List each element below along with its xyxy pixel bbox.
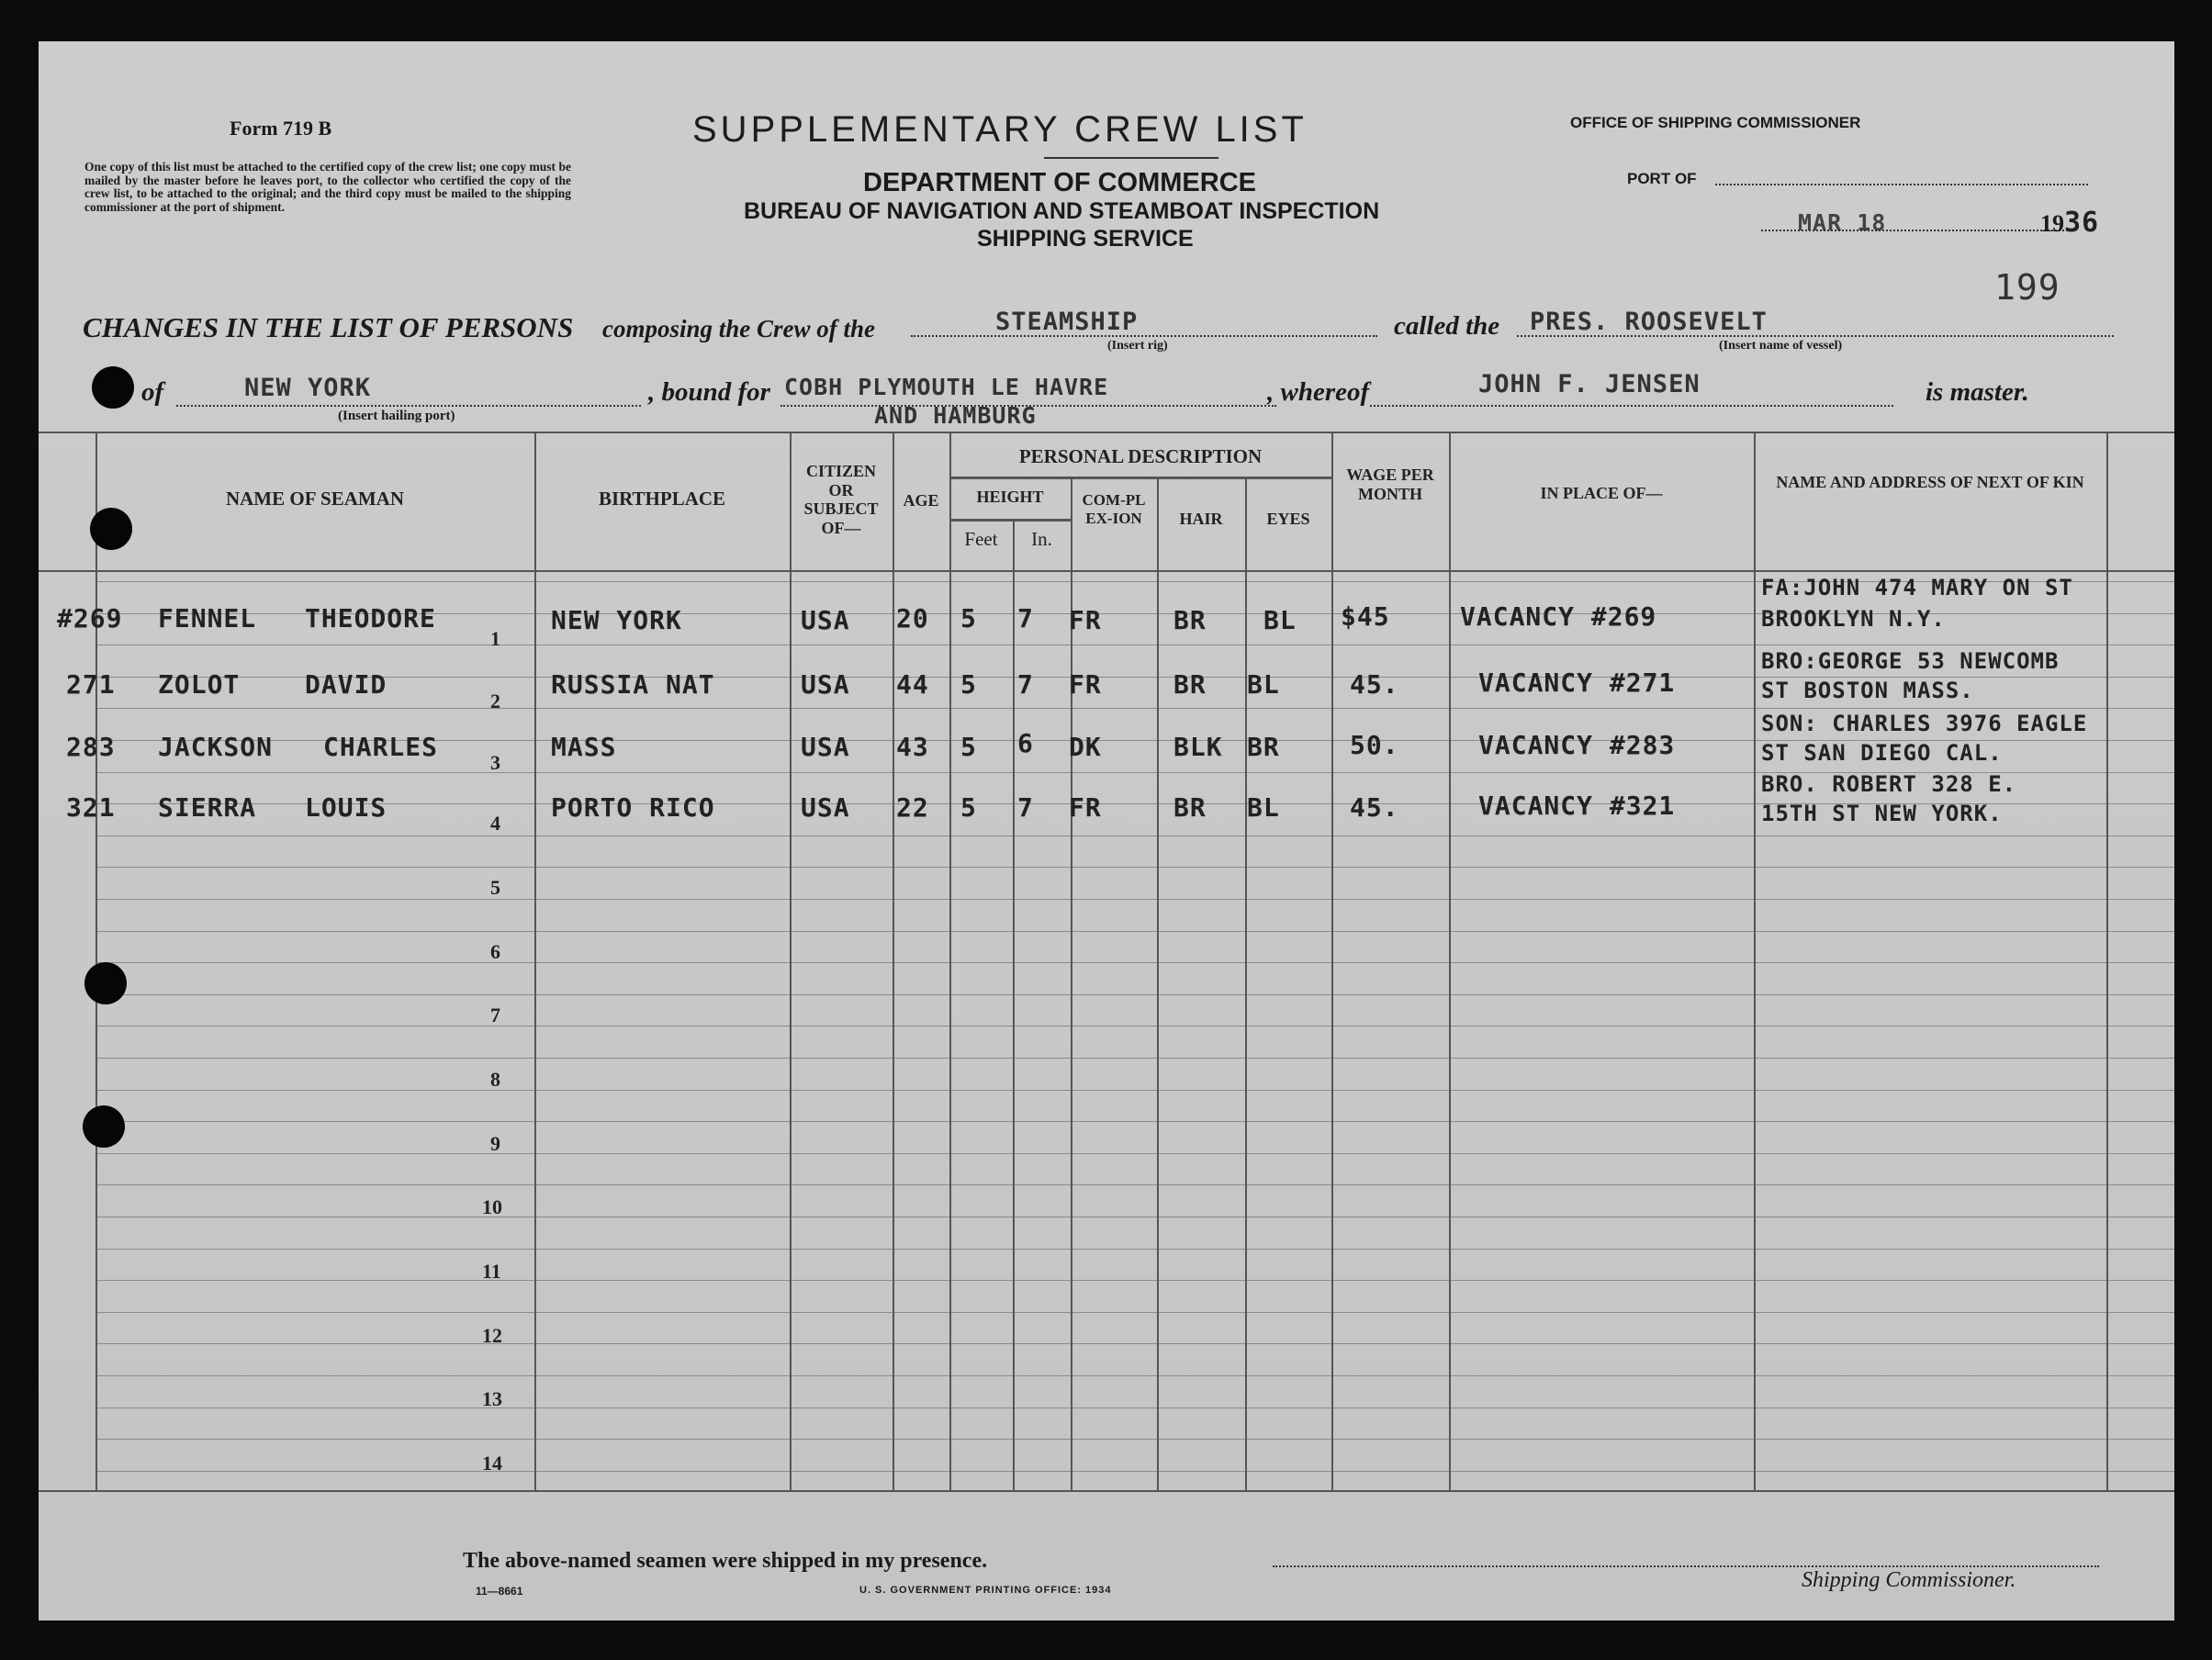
ruled-line (95, 1090, 2174, 1091)
row-number: 9 (490, 1132, 500, 1155)
seaman-surname: JACKSON (158, 732, 274, 762)
seaman-given-name: CHARLES (323, 732, 439, 762)
year-suffix: 36 (2064, 207, 2100, 239)
punch-hole (92, 366, 134, 409)
seaman-surname: SIERRA (158, 792, 257, 823)
row-number: 5 (490, 876, 500, 899)
punch-hole (90, 508, 132, 550)
bound-label: , bound for (648, 377, 770, 407)
seaman-surname: FENNEL (158, 603, 257, 634)
age: 44 (896, 669, 929, 700)
height-inches: 6 (1017, 728, 1034, 758)
hair: BR (1173, 669, 1207, 700)
date-stamp: MAR 18 (1798, 209, 1887, 236)
header-in-place-of: IN PLACE OF— (1540, 484, 1663, 502)
col-rule-right (2106, 432, 2108, 1490)
year-prefix: 19 (2040, 210, 2064, 237)
date-line (1761, 230, 2064, 231)
seaman-id: 271 (66, 669, 116, 700)
seaman-id: 321 (66, 792, 116, 823)
service-heading: SHIPPING SERVICE (977, 226, 1194, 252)
complexion: FR (1069, 792, 1102, 823)
vessel-name: PRES. ROOSEVELT (1530, 308, 1768, 336)
next-of-kin-line-2: ST BOSTON MASS. (1761, 678, 1974, 703)
ruled-line (95, 994, 2174, 995)
next-of-kin-line-2: ST SAN DIEGO CAL. (1761, 740, 2003, 766)
height-inches: 7 (1017, 669, 1034, 700)
wage: $45 (1341, 601, 1390, 632)
row-number: 14 (482, 1452, 502, 1475)
hair: BLK (1173, 732, 1223, 762)
ruled-line (95, 1343, 2174, 1344)
col-rule-eyes (1245, 478, 1247, 1490)
ruled-line (95, 1312, 2174, 1313)
ruled-line (95, 1375, 2174, 1376)
col-rule-age (893, 432, 894, 1490)
height-feet: 5 (960, 669, 977, 700)
col-rule-feet (949, 432, 951, 1490)
in-place-of: VACANCY #269 (1460, 601, 1657, 632)
seaman-given-name: LOUIS (305, 792, 387, 823)
in-place-of: VACANCY #283 (1478, 730, 1676, 760)
birthplace: RUSSIA NAT (551, 669, 715, 700)
rig-line (911, 335, 1377, 337)
rig-hint: (Insert rig) (1107, 339, 1168, 353)
header-eyes: EYES (1266, 510, 1310, 528)
row-number: 11 (482, 1260, 501, 1283)
signature-line (1273, 1565, 2099, 1567)
master-name: JOHN F. JENSEN (1478, 370, 1701, 398)
wage: 50. (1350, 730, 1399, 760)
form-number: Form 719 B (230, 117, 332, 140)
col-rule-birthplace (534, 432, 536, 1490)
eyes: BL (1247, 792, 1280, 823)
in-place-of: VACANCY #321 (1478, 791, 1676, 821)
height-feet: 5 (960, 792, 977, 823)
col-rule-wage (1331, 432, 1333, 1490)
ruled-line (95, 931, 2174, 932)
bound-for-line-2: AND HAMBURG (874, 402, 1037, 429)
age: 20 (896, 603, 929, 634)
table-top-border (39, 432, 2174, 433)
row-number: 12 (482, 1324, 502, 1347)
col-rule-left (95, 432, 97, 1490)
seaman-given-name: DAVID (305, 669, 387, 700)
col-rule-citizen (790, 432, 792, 1490)
master-line (1370, 405, 1893, 407)
row-number: 3 (490, 751, 500, 774)
whereof-label: , whereof (1267, 377, 1370, 407)
header-hair: HAIR (1179, 510, 1223, 528)
birthplace: PORTO RICO (551, 792, 715, 823)
home-port: NEW YORK (244, 374, 372, 402)
row-number: 1 (490, 627, 500, 650)
home-port-hint: (Insert hailing port) (338, 409, 455, 423)
footer-statement: The above-named seamen were shipped in my presence. (463, 1549, 988, 1573)
col-rule-kin (1754, 432, 1756, 1490)
ruled-line (95, 1249, 2174, 1250)
complexion: DK (1069, 732, 1102, 762)
row-number: 10 (482, 1195, 502, 1218)
wage: 45. (1350, 792, 1399, 823)
sheet-number: 199 (1994, 267, 2060, 308)
port-line (1715, 184, 2088, 185)
punch-hole (83, 1105, 125, 1148)
next-of-kin-line-2: BROOKLYN N.Y. (1761, 606, 1946, 632)
ruled-line (95, 1184, 2174, 1185)
ruled-line (95, 1471, 2174, 1472)
printer-credit: U. S. GOVERNMENT PRINTING OFFICE: 1934 (859, 1585, 1112, 1596)
header-feet: Feet (964, 528, 998, 550)
of-label: of (141, 377, 164, 407)
header-age: AGE (903, 491, 939, 510)
height-rule (949, 519, 1071, 522)
changes-label: CHANGES IN THE LIST OF PERSONS (83, 311, 574, 343)
header-personal-description: PERSONAL DESCRIPTION (1018, 445, 1263, 467)
form-code: 11—8661 (476, 1585, 523, 1598)
ruled-line (95, 1121, 2174, 1122)
eyes: BR (1247, 732, 1280, 762)
in-place-of: VACANCY #271 (1478, 667, 1676, 698)
title-underline (1044, 157, 1218, 159)
hair: BR (1173, 792, 1207, 823)
personal-description-rule (949, 477, 1331, 479)
rig-value: STEAMSHIP (995, 308, 1139, 336)
citizen-of: USA (801, 669, 850, 700)
seaman-given-name: THEODORE (305, 603, 436, 634)
header-citizen: CITIZEN OR SUBJECT OF— (803, 462, 879, 538)
col-rule-inches (1013, 521, 1015, 1490)
called-label: called the (1394, 311, 1500, 341)
ruled-line (95, 899, 2174, 900)
complexion: FR (1069, 605, 1102, 635)
table-bottom-border (39, 1490, 2174, 1492)
seaman-surname: ZOLOT (158, 669, 241, 700)
office-label: OFFICE OF SHIPPING COMMISSIONER (1570, 114, 1861, 131)
col-rule-hair (1157, 478, 1159, 1490)
next-of-kin-line-1: SON: CHARLES 3976 EAGLE (1761, 711, 2088, 736)
hair: BR (1173, 605, 1207, 635)
seaman-id: #269 (57, 603, 123, 634)
header-birthplace: BIRTHPLACE (598, 488, 726, 510)
next-of-kin-line-1: BRO:GEORGE 53 NEWCOMB (1761, 648, 2060, 674)
composing-label: composing the Crew of the (602, 315, 876, 342)
row-number: 4 (490, 812, 500, 835)
bound-for-line-1: COBH PLYMOUTH LE HAVRE (784, 374, 1109, 400)
next-of-kin-line-1: BRO. ROBERT 328 E. (1761, 771, 2017, 797)
port-label: PORT OF (1627, 170, 1697, 187)
birthplace: MASS (551, 732, 617, 762)
wage: 45. (1350, 669, 1399, 700)
eyes: BL (1247, 669, 1280, 700)
department-heading: DEPARTMENT OF COMMERCE (863, 168, 1257, 197)
citizen-of: USA (801, 605, 850, 635)
header-name: NAME OF SEAMAN (225, 488, 405, 510)
age: 43 (896, 732, 929, 762)
height-inches: 7 (1017, 603, 1034, 634)
ruled-line (95, 1439, 2174, 1440)
ruled-line (95, 962, 2174, 963)
row-number: 7 (490, 1004, 500, 1026)
citizen-of: USA (801, 792, 850, 823)
complexion: FR (1069, 669, 1102, 700)
eyes: BL (1263, 605, 1297, 635)
crew-list-document (39, 41, 2174, 1621)
age: 22 (896, 792, 929, 823)
row-number: 2 (490, 690, 500, 712)
row-number: 8 (490, 1068, 500, 1091)
birthplace: NEW YORK (551, 605, 682, 635)
ruled-line (95, 1058, 2174, 1059)
citizen-of: USA (801, 732, 850, 762)
header-wage: WAGE PER MONTH (1346, 465, 1434, 503)
header-complexion: COM-PLEX-ION (1082, 491, 1146, 527)
height-inches: 7 (1017, 792, 1034, 823)
document-title: SUPPLEMENTARY CREW LIST (692, 109, 1308, 150)
signature-label: Shipping Commissioner. (1802, 1568, 2016, 1592)
ruled-line (95, 1153, 2174, 1154)
home-port-line (176, 405, 641, 407)
height-feet: 5 (960, 732, 977, 762)
row-number: 6 (490, 940, 500, 963)
form-instructions: One copy of this list must be attached to the certified copy of the crew list; one copy must be mailed by the master before he leaves port, to the collector who certified the copy of the crew list, to be attached to the original; and the third copy must be mailed to the shipping commissioner at the port of shipment. (84, 160, 571, 214)
next-of-kin-line-2: 15TH ST NEW YORK. (1761, 801, 2003, 826)
seaman-id: 283 (66, 732, 116, 762)
header-height: HEIGHT (976, 488, 1044, 506)
ruled-line (95, 867, 2174, 868)
punch-hole (84, 962, 127, 1004)
vessel-name-hint: (Insert name of vessel) (1719, 339, 1843, 353)
height-feet: 5 (960, 603, 977, 634)
next-of-kin-line-1: FA:JOHN 474 MARY ON ST (1761, 575, 2073, 600)
col-rule-in-place (1449, 432, 1451, 1490)
row-number: 13 (482, 1387, 502, 1410)
master-label: is master. (1926, 377, 2029, 407)
header-inches: In. (1031, 528, 1052, 550)
header-next-of-kin: NAME AND ADDRESS OF NEXT OF KIN (1776, 473, 2084, 491)
ruled-line (95, 1280, 2174, 1281)
bureau-heading: BUREAU OF NAVIGATION AND STEAMBOAT INSPECTION (744, 198, 1380, 224)
